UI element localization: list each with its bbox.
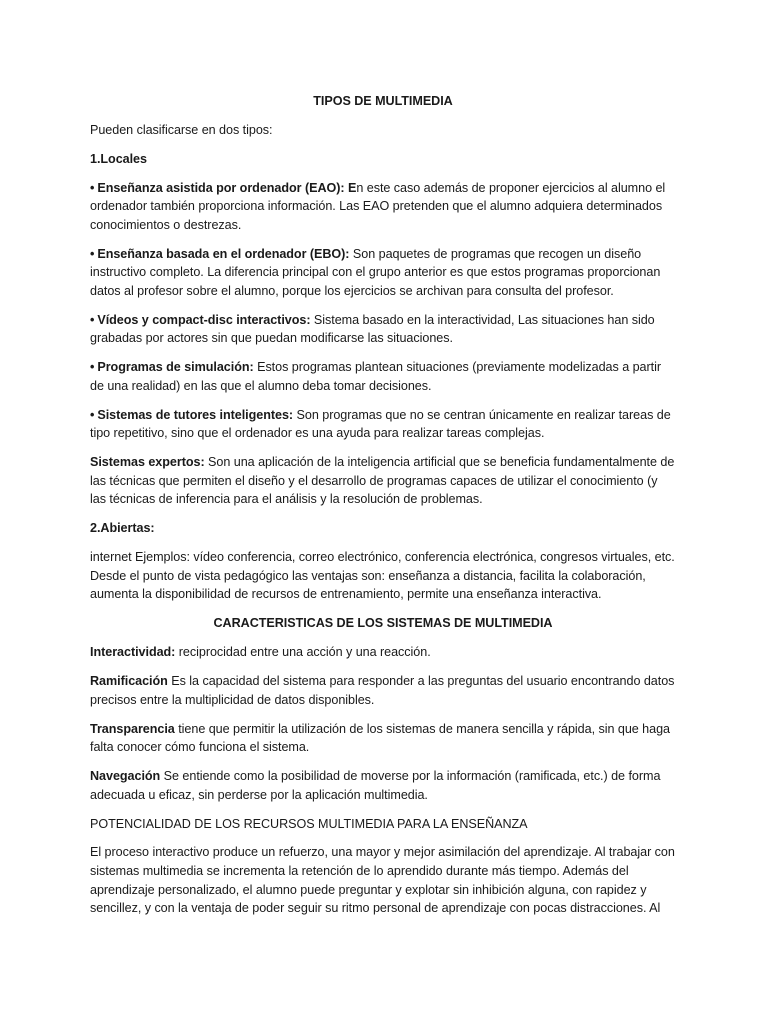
desc-expertos: Son una aplicación de la inteligencia artificial que se beneficia fundamentalmente de las técnicas que permiten el diseño y el desarrollo de programas capaces de utilizar el conocimiento (y las técnicas de inferencia para el análisis y la resolución de problemas.: [90, 455, 675, 507]
document-page: [90, 92, 676, 928]
term-simulacion: Programas de simulación:: [97, 360, 254, 375]
section-heading-locales-text: 1.Locales: [90, 151, 147, 166]
term-videos: Vídeos y compact-disc interactivos:: [97, 312, 311, 327]
bullet-icon: •: [90, 246, 95, 261]
potencialidad-paragraph: El proceso interactivo produce un refuerzo, una mayor y mejor asimilación del aprendizaje. Al trabajar con sistemas multimedia se incrementa la retención de lo aprendido durante más tiempo. Además del aprendizaje personalizado, el alumno puede preguntar y explotar sin inhibición alguna, con rapidez y sencillez, y con la ventaja de poder seguir su ritmo personal de aprendizaje con pocas distracciones. Al: [90, 845, 675, 916]
caracteristicas-title-text: CARACTERISTICAS DE LOS SISTEMAS DE MULTIMEDIA: [213, 616, 553, 631]
abiertas-paragraph: internet Ejemplos: vídeo conferencia, correo electrónico, conferencia electrónica, congresos virtuales, etc. Desde el punto de vista pedagógico las ventajas son: enseñanza a distancia, facilita la colaboración, aumenta la disponibilidad de recursos de entrenamiento, permite una enseñanza interactiva.: [90, 550, 675, 602]
desc-interactividad: reciprocidad entre una acción y una reacción.: [175, 645, 431, 660]
section-heading-locales: [90, 150, 676, 169]
bullet-icon: •: [90, 180, 95, 195]
term-navegacion: Navegación: [90, 769, 161, 784]
desc-tutores: Son programas que no se centran únicamente en realizar tareas de tipo repetitivo, sino que el ordenador es una ayuda para realizar tareas complejas.: [90, 407, 671, 441]
caracteristica-ramificacion: [90, 672, 676, 709]
caracteristica-interactividad: [90, 643, 676, 662]
caracteristicas-title: [90, 614, 676, 633]
locales-item-videos: [90, 311, 676, 348]
desc-eao: n este caso además de proponer ejercicios al alumno el ordenador también proporciona información. Las EAO pretenden que el alumno adquiera determinados conocimientos o destrezas.: [90, 180, 666, 232]
desc-videos: Sistema basado en la interactividad, Las situaciones han sido grabadas por actores sin que puedan modificarse las situaciones.: [90, 312, 655, 346]
term-interactividad: Interactividad:: [90, 645, 176, 660]
section-heading-abiertas: [90, 519, 676, 538]
locales-item-tutores: [90, 406, 676, 443]
desc-simulacion: Estos programas plantean situaciones (previamente modelizadas a partir de una realidad) en las que el alumno deba tomar decisiones.: [90, 360, 661, 393]
desc-ebo: Son paquetes de programas que recogen un diseño instructivo completo. La diferencia principal con el grupo anterior es que estos programas proporcionan datos al profesor sobre el alumno, porque los ejercicios se archivan para consulta del profesor.: [90, 246, 661, 298]
document-title: [90, 92, 676, 111]
caracteristica-navegacion: [90, 767, 676, 804]
intro-paragraph: Pueden clasificarse en dos tipos:: [90, 122, 273, 137]
document-title-text: TIPOS DE MULTIMEDIA: [313, 94, 453, 108]
locales-item-ebo: [90, 245, 676, 301]
term-eao: Enseñanza asistida por ordenador (EAO): E: [97, 180, 357, 195]
bullet-icon: •: [90, 407, 95, 422]
term-ramificacion: Ramificación: [90, 674, 168, 689]
term-ebo: Enseñanza basada en el ordenador (EBO):: [97, 246, 350, 261]
desc-ramificacion: Es la capacidad del sistema para responder a las preguntas del usuario encontrando datos precisos entre la multiplicidad de datos disponibles.: [90, 674, 675, 707]
term-expertos: Sistemas expertos:: [90, 455, 205, 470]
locales-item-eao: [90, 179, 676, 235]
locales-item-simulacion: [90, 358, 676, 395]
term-transparencia: Transparencia: [90, 721, 175, 736]
bullet-icon: •: [90, 312, 95, 327]
desc-navegacion: Se entiende como la posibilidad de moverse por la información (ramificada, etc.) de forma adecuada u eficaz, sin perderse por la aplicación multimedia.: [90, 769, 661, 802]
potencialidad-title: POTENCIALIDAD DE LOS RECURSOS MULTIMEDIA PARA LA ENSEÑANZA: [90, 816, 528, 831]
term-tutores: Sistemas de tutores inteligentes:: [97, 407, 294, 422]
section-heading-abiertas-text: 2.Abiertas:: [90, 521, 155, 536]
desc-transparencia: tiene que permitir la utilización de los sistemas de manera sencilla y rápida, sin que haga falta conocer cómo funciona el sistema.: [90, 721, 670, 755]
sistemas-expertos-paragraph: [90, 453, 676, 509]
bullet-icon: •: [90, 360, 95, 375]
caracteristica-transparencia: [90, 720, 676, 757]
